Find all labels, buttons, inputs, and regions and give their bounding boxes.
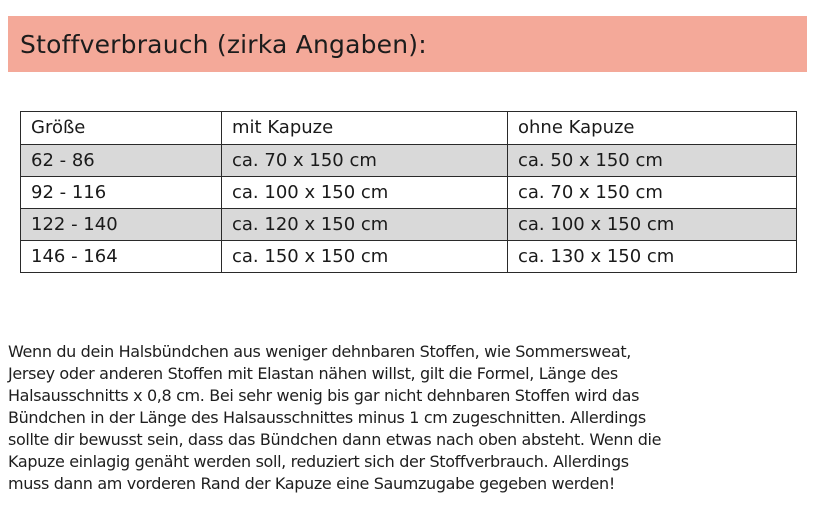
note-line: Bündchen in der Länge des Halsausschnittes minus 1 cm zugeschnitten. Allerdings (8, 408, 646, 427)
note-line: Halsausschnitts x 0,8 cm. Bei sehr wenig bis gar nicht dehnbaren Stoffen wird das (8, 386, 640, 405)
table-row (21, 145, 797, 177)
page-title: Stoffverbrauch (zirka Angaben): (20, 30, 427, 59)
table-header-row (21, 112, 797, 145)
size-cell: 62 - 86 (21, 145, 222, 177)
with-hood-cell: ca. 100 x 150 cm (222, 177, 508, 209)
title-banner (8, 16, 807, 72)
size-cell: 92 - 116 (21, 177, 222, 209)
without-hood-cell: ca. 50 x 150 cm (508, 145, 797, 177)
size-cell: 122 - 140 (21, 209, 222, 241)
without-hood-cell: ca. 70 x 150 cm (508, 177, 797, 209)
column-header-size: Größe (21, 112, 222, 145)
table-row (21, 209, 797, 241)
without-hood-cell: ca. 100 x 150 cm (508, 209, 797, 241)
column-header-without-hood: ohne Kapuze (508, 112, 797, 145)
column-header-with-hood: mit Kapuze (222, 112, 508, 145)
note-line: Jersey oder anderen Stoffen mit Elastan nähen willst, gilt die Formel, Länge des (8, 364, 618, 383)
fabric-usage-table (20, 111, 797, 273)
neckband-note-paragraph (8, 341, 808, 495)
size-cell: 146 - 164 (21, 241, 222, 273)
note-line: Kapuze einlagig genäht werden soll, reduziert sich der Stoffverbrauch. Allerdings (8, 452, 629, 471)
note-line: Wenn du dein Halsbündchen aus weniger dehnbaren Stoffen, wie Sommersweat, (8, 342, 631, 361)
table-row (21, 241, 797, 273)
note-line: sollte dir bewusst sein, dass das Bündchen dann etwas nach oben absteht. Wenn die (8, 430, 662, 449)
with-hood-cell: ca. 70 x 150 cm (222, 145, 508, 177)
table-row (21, 177, 797, 209)
with-hood-cell: ca. 150 x 150 cm (222, 241, 508, 273)
note-line: muss dann am vorderen Rand der Kapuze eine Saumzugabe gegeben werden! (8, 474, 615, 493)
with-hood-cell: ca. 120 x 150 cm (222, 209, 508, 241)
without-hood-cell: ca. 130 x 150 cm (508, 241, 797, 273)
